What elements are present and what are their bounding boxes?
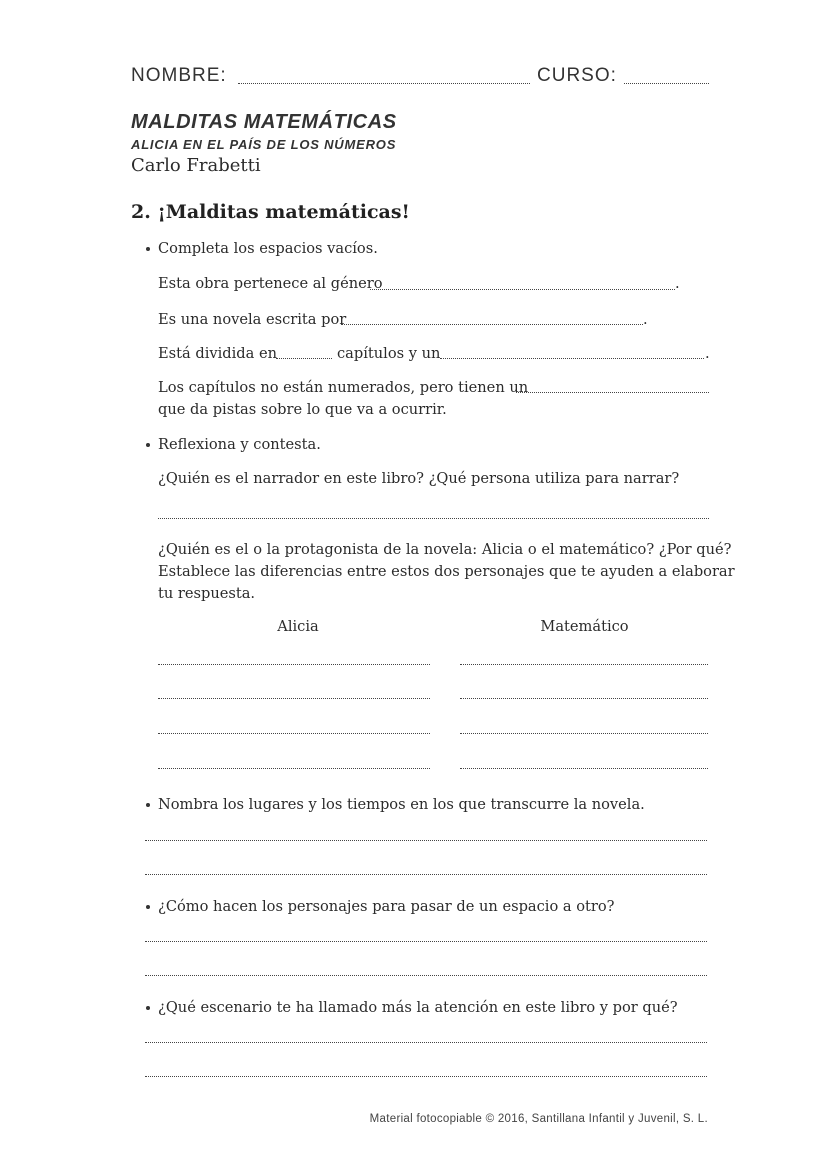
transition-answer-line[interactable]	[145, 975, 707, 976]
book-author: Carlo Frabetti	[131, 155, 261, 176]
copyright-footer: Material fotocopiable © 2016, Santillana Infantil y Juvenil, S. L.	[369, 1113, 708, 1125]
chapters-count-field[interactable]	[276, 358, 332, 359]
period: .	[705, 345, 710, 362]
course-label: CURSO:	[537, 65, 617, 86]
bullet-icon	[146, 1006, 150, 1010]
name-label: NOMBRE:	[131, 65, 227, 86]
task1-line1-text: Esta obra pertenece al género	[158, 275, 383, 292]
book-title: MALDITAS MATEMÁTICAS	[131, 111, 397, 133]
column-header-alicia: Alicia	[277, 618, 319, 635]
book-subtitle: ALICIA EN EL PAÍS DE LOS NÚMEROS	[131, 137, 397, 152]
chapter-title-field[interactable]	[516, 392, 709, 393]
bullet-icon	[146, 905, 150, 909]
places-answer-line[interactable]	[145, 840, 707, 841]
narrator-answer-line[interactable]	[158, 518, 709, 519]
task2-question2-line2: Establece las diferencias entre estos dos personajes que te ayuden a elaborar	[158, 563, 735, 580]
task2-question2-line1: ¿Quién es el o la protagonista de la novela: Alicia o el matemático? ¿Por qué?	[158, 541, 732, 558]
task1-line3-text-a: Está dividida en	[158, 345, 277, 362]
task1-instruction: Completa los espacios vacíos.	[158, 240, 378, 257]
task1-line2-text: Es una novela escrita por	[158, 311, 347, 328]
alicia-answer-line[interactable]	[158, 698, 430, 699]
alicia-answer-line[interactable]	[158, 733, 430, 734]
period: .	[643, 311, 648, 328]
bullet-icon	[146, 247, 150, 251]
task1-line4-text-b: que da pistas sobre lo que va a ocurrir.	[158, 401, 447, 418]
matematico-answer-line[interactable]	[460, 733, 708, 734]
bullet-icon	[146, 803, 150, 807]
matematico-answer-line[interactable]	[460, 768, 708, 769]
task5-instruction: ¿Qué escenario te ha llamado más la atención en este libro y por qué?	[158, 999, 678, 1016]
task3-instruction: Nombra los lugares y los tiempos en los que transcurre la novela.	[158, 796, 645, 813]
task2-instruction: Reflexiona y contesta.	[158, 436, 321, 453]
matematico-answer-line[interactable]	[460, 698, 708, 699]
column-header-matematico: Matemático	[540, 618, 629, 635]
author-field[interactable]	[341, 324, 643, 325]
course-field[interactable]	[624, 83, 709, 84]
task2-question2-line3: tu respuesta.	[158, 585, 256, 602]
section-title: 2. ¡Malditas matemáticas!	[131, 201, 410, 223]
chapters-extra-field[interactable]	[440, 358, 704, 359]
alicia-answer-line[interactable]	[158, 664, 430, 665]
scenario-answer-line[interactable]	[145, 1042, 707, 1043]
name-field[interactable]	[238, 83, 530, 84]
scenario-answer-line[interactable]	[145, 1076, 707, 1077]
task1-line4-text-a: Los capítulos no están numerados, pero tienen un	[158, 379, 529, 396]
alicia-answer-line[interactable]	[158, 768, 430, 769]
genre-field[interactable]	[370, 289, 675, 290]
period: .	[675, 275, 680, 292]
bullet-icon	[146, 443, 150, 447]
task1-line3-text-b: capítulos y un	[337, 345, 441, 362]
task2-question1: ¿Quién es el narrador en este libro? ¿Qué persona utiliza para narrar?	[158, 470, 680, 487]
places-answer-line[interactable]	[145, 874, 707, 875]
task4-instruction: ¿Cómo hacen los personajes para pasar de un espacio a otro?	[158, 898, 615, 915]
transition-answer-line[interactable]	[145, 941, 707, 942]
matematico-answer-line[interactable]	[460, 664, 708, 665]
